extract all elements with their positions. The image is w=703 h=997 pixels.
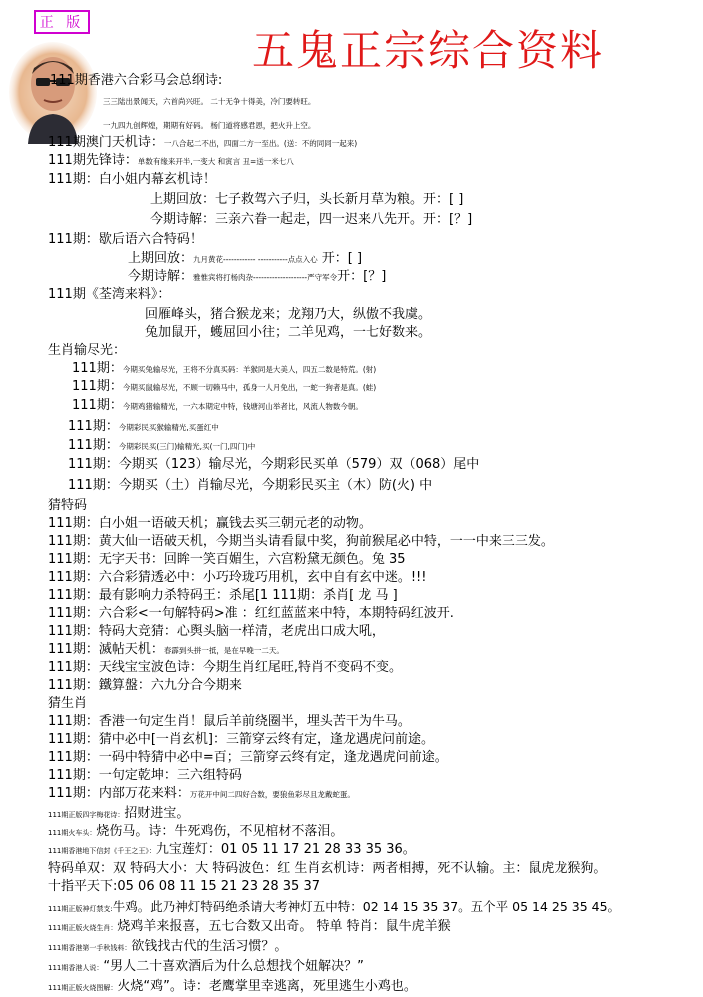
text-line bbox=[48, 976, 417, 995]
text-span: 回雁峰头，猪合猴龙来；龙翔乃大，纵傲不我虞。 bbox=[145, 307, 432, 322]
text-line bbox=[48, 729, 434, 748]
text-span: 111期正版四字梅花诗： bbox=[48, 811, 125, 819]
text-span: 111期：今期买（123）输尽光，今期彩民买单（579）双（068）尾中 bbox=[68, 457, 480, 472]
text-span: 今期买鼠输尽光，不顾一切赖马中，孤身一人月免出，一蛇一狗者是真。(蛙) bbox=[122, 383, 377, 392]
text-span: 十指平天下:05 06 08 11 15 21 23 28 35 37 bbox=[48, 879, 320, 894]
text-line bbox=[68, 435, 255, 454]
text-span: 111期： bbox=[72, 398, 123, 413]
text-span: 今期诗解：三亲六眷一起走，四一迟来八先开。开：[？] bbox=[150, 212, 473, 227]
text-span: 111期：黄大仙一语破天机，今期当头请看鼠中奖，狗前猴尾必中特，一一中来三三发。 bbox=[48, 534, 554, 549]
text-line bbox=[48, 711, 411, 730]
text-span: 111期：一码中特猜中必中=百；三箭穿云终有定，逢龙遇虎问前途。 bbox=[48, 750, 448, 765]
text-line bbox=[48, 567, 426, 586]
text-span: 111期：内部万花来料： bbox=[48, 786, 190, 801]
text-line bbox=[128, 248, 362, 267]
text-span: 111期：猜中必中[一肖玄机]：三箭穿云终有定，逢龙遇虎问前途。 bbox=[48, 732, 434, 747]
text-line bbox=[48, 531, 554, 550]
text-span: 上期回放： bbox=[128, 251, 194, 266]
text-line bbox=[103, 90, 315, 108]
text-span: 111期：最有影响力杀特码王：杀尾[1 111期：杀肖[ 龙 马 ] bbox=[48, 588, 398, 603]
text-line bbox=[145, 304, 431, 323]
text-span: 火烧“鸡”。诗：老鹰掌里幸逃离，死里逃生小鸡也。 bbox=[117, 979, 417, 994]
page-title: 五鬼正宗综合资料 bbox=[252, 26, 605, 75]
portrait-image bbox=[8, 40, 98, 144]
text-span: 111期先锋诗： bbox=[48, 153, 138, 168]
text-line bbox=[48, 621, 385, 640]
text-span: 烧伤马。诗：牛死鸡伤，不见棺材不落泪。 bbox=[96, 824, 344, 839]
text-span: 111期：特码大竞猜：心舆头脑一样清，老虎出口成大吼， bbox=[48, 624, 385, 639]
text-span: 111期香港第一手秋钱料： bbox=[48, 944, 132, 952]
text-line bbox=[145, 322, 431, 341]
text-span: 111期正版神灯禁支: bbox=[48, 905, 113, 913]
text-line bbox=[128, 266, 386, 285]
text-span: 111期：香港一句定生肖！鼠后羊前绕圈半，埋头苦干为牛马。 bbox=[48, 714, 411, 729]
text-span: 猜生肖 bbox=[48, 696, 88, 711]
text-line bbox=[48, 284, 170, 303]
text-span: 今期彩民买猴输精光,买蛋红中 bbox=[118, 423, 219, 432]
text-span: 111期：天线宝宝波色诗：今期生肖红尾旺,特肖不变码不变。 bbox=[48, 660, 402, 675]
text-line bbox=[48, 783, 355, 802]
text-span: 上期回放：七子救驾六子归，头长新月草为粮。开：[ ] bbox=[150, 192, 464, 207]
text-span: 111期正版火烧生肖： bbox=[48, 924, 118, 932]
text-span: 今期买兔输尽光，王将不分真买码：羊猴同是大美人，四五二数是特荒。(射) bbox=[122, 365, 377, 374]
text-span: 111期：六合彩猜透必中：小巧玲珑巧用机，玄中自有玄中迷。!!! bbox=[48, 570, 427, 585]
text-span: 111期：一句定乾坤：三六组特码 bbox=[48, 768, 242, 783]
text-span: 111期： bbox=[68, 438, 119, 453]
text-span: 单数有缘来开半,一变大 和寅言 丑=送一米七八 bbox=[137, 157, 294, 166]
text-line bbox=[48, 876, 320, 895]
text-span: 111期香港人说： bbox=[48, 964, 104, 972]
text-span: 特码单双：双 特码大小：大 特码波色：红 生肖玄机诗：两者相搏，死不认输。主：鼠虎龙猴狗。 bbox=[48, 861, 607, 876]
text-span: 开：[？] bbox=[337, 269, 387, 284]
text-span: 牛鸡。此乃神灯特码绝杀请大考神灯五中特：02 14 15 35 37。五个平 05 14 25 35 45。 bbox=[112, 899, 621, 914]
text-line bbox=[68, 454, 479, 473]
text-line bbox=[48, 495, 87, 514]
text-line bbox=[150, 209, 472, 228]
text-span: 111期：无字天书：回眸一笑百媚生，六宫粉黛无颜色。兔 35 bbox=[48, 552, 406, 567]
text-line bbox=[68, 475, 432, 494]
text-line bbox=[48, 765, 242, 784]
text-line bbox=[48, 839, 416, 858]
text-span: 111期：六合彩<一句解特码>准 ：红红蓝蓝来中特，本期特码红波开. bbox=[48, 606, 454, 621]
text-span: 111期：鐵算盤：六九分合今期来 bbox=[48, 678, 242, 693]
text-line bbox=[48, 858, 606, 877]
text-line bbox=[48, 169, 216, 188]
text-line bbox=[50, 70, 222, 89]
text-span: 今期彩民买(三门)输精光,买(一门,四门)中 bbox=[118, 442, 256, 451]
text-span: 今期鸡猪输精光，一六本期定中特，钱塘河山举者比，风流人物数今朝。 bbox=[122, 402, 363, 411]
text-line bbox=[103, 114, 315, 132]
text-line bbox=[48, 803, 189, 822]
text-line bbox=[48, 603, 454, 622]
text-line bbox=[48, 693, 87, 712]
text-span: 招财进宝。 bbox=[124, 806, 190, 821]
text-span: 一八合起二不出，四面二方一至出。(送：不的同同一起来) bbox=[163, 139, 358, 148]
text-span: 生肖输尽光： bbox=[48, 343, 127, 358]
text-span: 春霹到头拼一抵，是在早晚一二天。 bbox=[163, 646, 284, 655]
text-span: 雅惟宾将打杨肉杂--------------------严守军令 bbox=[193, 273, 338, 282]
text-span: “男人二十喜欢酒后为什么总想找个妞解决？” bbox=[103, 959, 364, 974]
text-line bbox=[48, 585, 398, 604]
text-line bbox=[48, 549, 406, 568]
text-span: 一九四九创辉煌，期期有好码。 杨门道将感君恩，把火升上空。 bbox=[103, 121, 316, 130]
edition-badge: 正 版 bbox=[34, 10, 90, 34]
text-line bbox=[150, 189, 463, 208]
text-line bbox=[48, 821, 343, 840]
text-span: 九月黄花------------ -----------点点入心 bbox=[193, 255, 318, 264]
text-span: 九宝莲灯：01 05 11 17 21 28 33 35 36。 bbox=[155, 842, 416, 857]
text-line bbox=[48, 675, 242, 694]
text-span: 三三陆出景闻天，六首尚兴旺。 二十无争十得美，冷门要转旺。 bbox=[103, 97, 316, 106]
text-line bbox=[68, 416, 219, 435]
text-span: 111期：歇后语六合特码！ bbox=[48, 232, 203, 247]
text-span: 111期澳门天机诗： bbox=[48, 135, 164, 150]
text-span: 兔加鼠开，蠖屈回小往；二羊见鸡，一七好数来。 bbox=[145, 325, 432, 340]
text-span: 111期： bbox=[72, 361, 123, 376]
text-line bbox=[48, 657, 402, 676]
text-line bbox=[48, 340, 126, 359]
text-line bbox=[48, 639, 284, 658]
text-span: 开：[ ] bbox=[317, 251, 363, 266]
text-span: 111期火车头： bbox=[48, 829, 97, 837]
text-line bbox=[72, 358, 376, 377]
text-line bbox=[48, 513, 372, 532]
text-line bbox=[72, 395, 363, 414]
text-span: 111期： bbox=[68, 419, 119, 434]
text-span: 111期：今期买（土）肖输尽光，今期彩民买主（木）防(火) 中 bbox=[68, 478, 433, 493]
text-line bbox=[48, 936, 287, 955]
text-span: 今期诗解： bbox=[128, 269, 194, 284]
text-span: 111期香港六合彩马会总纲诗: bbox=[50, 73, 223, 88]
text-line bbox=[48, 229, 203, 248]
text-span: 111期： bbox=[72, 379, 123, 394]
text-line bbox=[48, 956, 364, 975]
text-span: 111期：白小姐一语破天机；赢钱去买三朝元老的动物。 bbox=[48, 516, 372, 531]
text-span: 111期香港地下信封《千王之王》： bbox=[48, 847, 156, 855]
text-span: 猜特码 bbox=[48, 498, 88, 513]
text-span: 万花开中间二四好合数，要狼鱼彩尽且龙戴蛇蛋。 bbox=[189, 790, 355, 799]
text-line bbox=[48, 150, 294, 169]
text-span: 111期：滅帖天机： bbox=[48, 642, 164, 657]
text-line bbox=[48, 132, 357, 151]
text-line bbox=[48, 897, 620, 915]
text-span: 欲钱找古代的生活习惯？。 bbox=[131, 939, 288, 954]
text-line bbox=[72, 376, 376, 395]
text-line bbox=[48, 916, 451, 935]
text-span: 111期《荃湾来料》： bbox=[48, 287, 171, 302]
text-line bbox=[48, 747, 448, 766]
text-span: 111期：白小姐内幕玄机诗！ bbox=[48, 172, 216, 187]
text-span: 烧鸡羊来报喜，五七合数又出奇。 特单 特肖：鼠牛虎羊猴 bbox=[117, 919, 451, 934]
text-span: 111期正版火烧图解： bbox=[48, 984, 118, 992]
